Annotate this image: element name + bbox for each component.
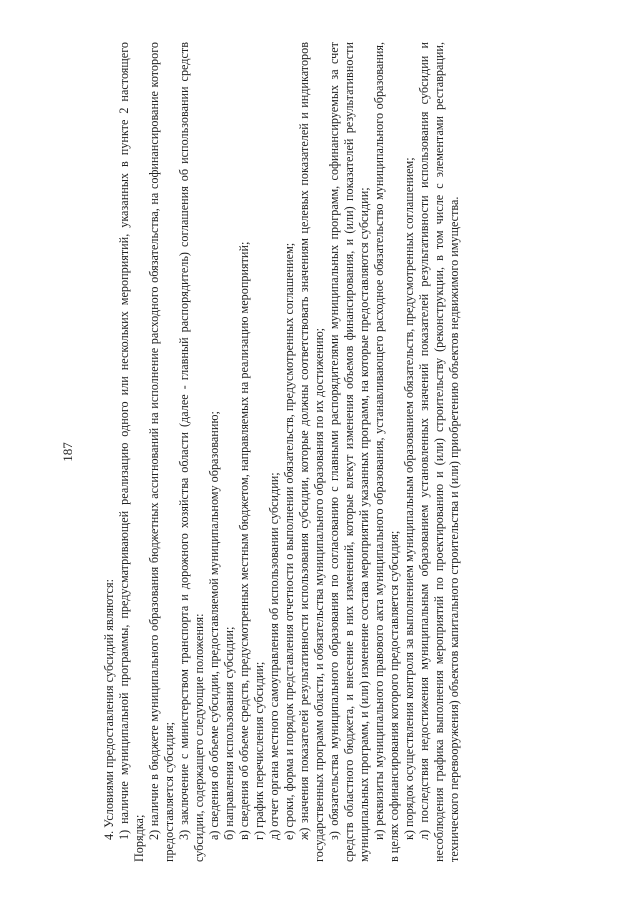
page-number: 187	[60, 442, 75, 462]
paragraph-v: в) сведения об объеме средств, предусмотренных местным бюджетом, направляемых на реализацию мероприятий;	[237, 241, 251, 840]
paragraph-a: а) сведения об объеме субсидии, предоставляемой муниципальному образованию;	[207, 411, 221, 840]
paragraph-i: и) реквизиты муниципального правового акта муниципального образования, устанавливающего расходное обязательство муниципального образования, в целях софинансирования которого предоставляется субсидия;	[372, 42, 401, 862]
rotated-page	[60, 42, 580, 862]
paragraph-zh: ж) значения показателей результативности использования субсидии, которые должны соответствовать значениям целевых показателей и индикаторов государственных программ области, и обязательства муниципального образования по их достижению;	[297, 42, 326, 862]
paragraph-3: 3) заключение с министерством транспорта и дорожного хозяйства области (далее - главный распорядитель) соглашения об использовании средств субсидии, содержащего следующие положения:	[177, 42, 206, 862]
paragraph-1: 1) наличие муниципальной программы, предусматривающей реализацию одного или нескольких мероприятий, указанных в пункте 2 настоящего Порядка;	[117, 42, 146, 862]
paragraph-g: г) график перечисления субсидии;	[252, 661, 266, 840]
paragraph-2: 2) наличие в бюджете муниципального образования бюджетных ассигнований на исполнение расходного обязательства, на софинансирование которого предоставляется субсидия;	[147, 42, 176, 862]
paragraph-z: з) обязательства муниципального образования по согласованию с главными распорядителями муниципальных программ, софинансируемых за счет средств областного бюджета, и внесение в них изменений, которые влекут изменения объемов финансирования, и (или) показателей результативности муниципальных программ, и (или) изменение состава мероприятий указанных программ, на которые предоставляются субсидии;	[327, 42, 371, 862]
paragraph-conditions-heading: 4. Условиями предоставления субсидий являются:	[102, 579, 116, 840]
paragraph-b: б) направления использования субсидии;	[222, 626, 236, 840]
document-body	[102, 42, 462, 862]
paragraph-l: л) последствия недостижения муниципальным образованием установленных значений показателей результативности использования субсидии и несоблюдения графика выполнения мероприятий по проектированию и (или) строительству (реконструкции, в том числе с элементами реставрации, технического перевооружения) объектов капитального строительства и (или) приобретению объектов недвижимого имущества.	[417, 42, 461, 862]
paragraph-e: е) сроки, форма и порядок представления отчетности о выполнении обязательств, предусмотренных соглашением;	[282, 242, 296, 840]
paragraph-d: д) отчет органа местного самоуправления об использовании субсидии;	[267, 472, 281, 840]
paragraph-k: к) порядок осуществления контроля за выполнением муниципальным образованием обязательств, предусмотренных соглашением;	[402, 157, 416, 840]
